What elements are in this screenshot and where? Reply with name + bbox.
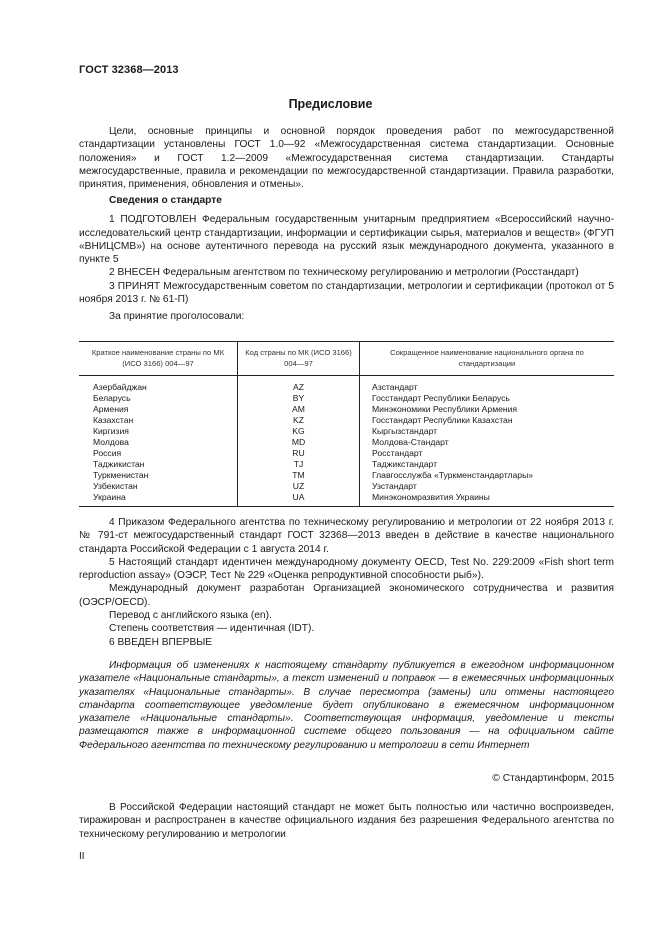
item-1: 1 ПОДГОТОВЛЕН Федеральным государственным унитарным предприятием «Всероссийский научно-исследовательский центр стандартизации, информации и сертификации сырья, материалов и веществ» (ФГУП «ВНИЦСМВ») на основе аутентичного перевода на русский язык международного документа, указанного в пункте 5: [79, 214, 614, 266]
standards-body: Азстандарт: [360, 376, 615, 394]
country-code: AM: [238, 404, 360, 415]
item-5: 5 Настоящий стандарт идентичен международному документу OECD, Test No. 229:2009 «Fish short term reproduction assay» (ОЭСР, Тест № 229 «Оценка репродуктивной способности рыб»).: [79, 556, 614, 582]
country-name: Армения: [93, 404, 129, 414]
rights-paragraph: В Российской Федерации настоящий стандарт не может быть полностью или частично воспроизведен, тиражирован и распространен в качестве официального издания без разрешения Федерального агентства по техническому регулированию и метрологии: [79, 802, 614, 840]
country-code: RU: [238, 448, 360, 459]
item-5-degree: Степень соответствия — идентичная (IDT).: [109, 623, 315, 635]
standards-body: Госстандарт Республики Беларусь: [360, 393, 615, 404]
item-5-language: Перевод с английского языка (en).: [109, 610, 272, 622]
standards-body: Кыргызстандарт: [360, 426, 615, 437]
country-code: TJ: [238, 459, 360, 470]
copyright: © Стандартинформ, 2015: [492, 773, 614, 784]
country-code: AZ: [238, 376, 360, 394]
table-row: [79, 426, 614, 437]
standard-code: ГОСТ 32368—2013: [79, 64, 179, 76]
standards-body: Молдова-Стандарт: [360, 437, 615, 448]
country-name: Киргизия: [93, 426, 129, 436]
country-code: UZ: [238, 481, 360, 492]
country-code: UA: [238, 492, 360, 507]
item-2: 2 ВНЕСЕН Федеральным агентством по техническому регулированию и метрологии (Росстандарт): [109, 267, 579, 279]
table-row: [79, 404, 614, 415]
countries-table: [79, 341, 614, 507]
rights-section: [79, 801, 614, 841]
standards-body: Таджикстандарт: [360, 459, 615, 470]
items-continued: [79, 516, 614, 649]
country-code: TM: [238, 470, 360, 481]
table-row: [79, 481, 614, 492]
table-header-row: [79, 342, 614, 376]
table-row: [79, 459, 614, 470]
item-6: 6 ВВЕДЕН ВПЕРВЫЕ: [109, 636, 213, 648]
item-5-developer: Международный документ разработан Организацией экономического сотрудничества и развития (ОЭСР/OECD).: [79, 583, 614, 608]
info-section: [79, 194, 614, 324]
country-name: Беларусь: [93, 393, 131, 403]
country-name: Туркменистан: [93, 470, 149, 480]
standards-body: Минэкономразвития Украины: [360, 492, 615, 507]
info-heading: Сведения о стандарте: [109, 195, 222, 206]
page-number: II: [79, 851, 85, 862]
notice-section: [79, 659, 614, 752]
standards-body: Узстандарт: [360, 481, 615, 492]
country-name: Таджикистан: [93, 459, 145, 469]
header-code: Код страны по МК (ИСО 3166) 004—97: [238, 342, 360, 376]
preface-title: Предисловие: [288, 97, 373, 111]
intro-section: [79, 125, 614, 191]
country-code: MD: [238, 437, 360, 448]
standards-body: Госстандарт Республики Казахстан: [360, 415, 615, 426]
table-row: [79, 415, 614, 426]
header-country: Краткое наименование страны по МК (ИСО 3166) 004—97: [79, 342, 238, 376]
item-3: 3 ПРИНЯТ Межгосударственным советом по стандартизации, метрологии и сертификации (протокол от 5 ноября 2013 г. № 61-П): [79, 280, 614, 306]
table-row: [79, 437, 614, 448]
table-row: [79, 448, 614, 459]
standards-body: Росстандарт: [360, 448, 615, 459]
country-code: KZ: [238, 415, 360, 426]
country-name: Молдова: [93, 437, 129, 447]
table-row: [79, 492, 614, 507]
standards-body: Главгосслужба «Туркменстандартлары»: [360, 470, 615, 481]
voted-label: За принятие проголосовали:: [109, 311, 245, 323]
country-code: KG: [238, 426, 360, 437]
standards-body: Минэкономики Республики Армения: [360, 404, 615, 415]
country-name: Казахстан: [93, 415, 134, 425]
intro-paragraph: Цели, основные принципы и основной порядок проведения работ по межгосударственной стандартизации установлены ГОСТ 1.0—92 «Межгосударственная система стандартизации. Основные положения» и ГОСТ 1.2—2009 «Межгосударственная система стандартизации. Стандарты межгосударственные, правила и рекомендации по межгосударственной стандартизации. Правила разработки, принятия, применения, обновления и отмены».: [79, 126, 614, 191]
country-name: Россия: [93, 448, 122, 458]
notice-paragraph: Информация об изменениях к настоящему стандарту публикуется в ежегодном информационном указателе «Национальные стандарты», а текст изменений и поправок — в ежемесячных информационных указателях «Национальные стандарты». В случае пересмотра (замены) или отмены настоящего стандарта соответствующее уведомление будет опубликовано в ежемесячном информационном указателе «Национальные стандарты». Соответствующая информация, уведомление и тексты размещаются также в информационной системе общего пользования — на официальном сайте Федерального агентства по техническому регулированию и метрологии в сети Интернет: [79, 660, 614, 751]
header-body: Сокращенное наименование национального органа по стандартизации: [360, 342, 615, 376]
table-row: [79, 376, 614, 394]
table-row: [79, 393, 614, 404]
table-row: [79, 470, 614, 481]
item-4: 4 Приказом Федерального агентства по техническому регулированию и метрологии от 22 ноября 2013 г. № 791-ст межгосударственный стандарт ГОСТ 32368—2013 введен в действие в качестве национального стандарта Российской Федерации с 1 августа 2014 г.: [79, 517, 614, 555]
country-name: Украина: [79, 492, 238, 507]
country-name: Узбекистан: [93, 481, 138, 491]
country-name: Азербайджан: [93, 382, 147, 392]
country-code: BY: [238, 393, 360, 404]
